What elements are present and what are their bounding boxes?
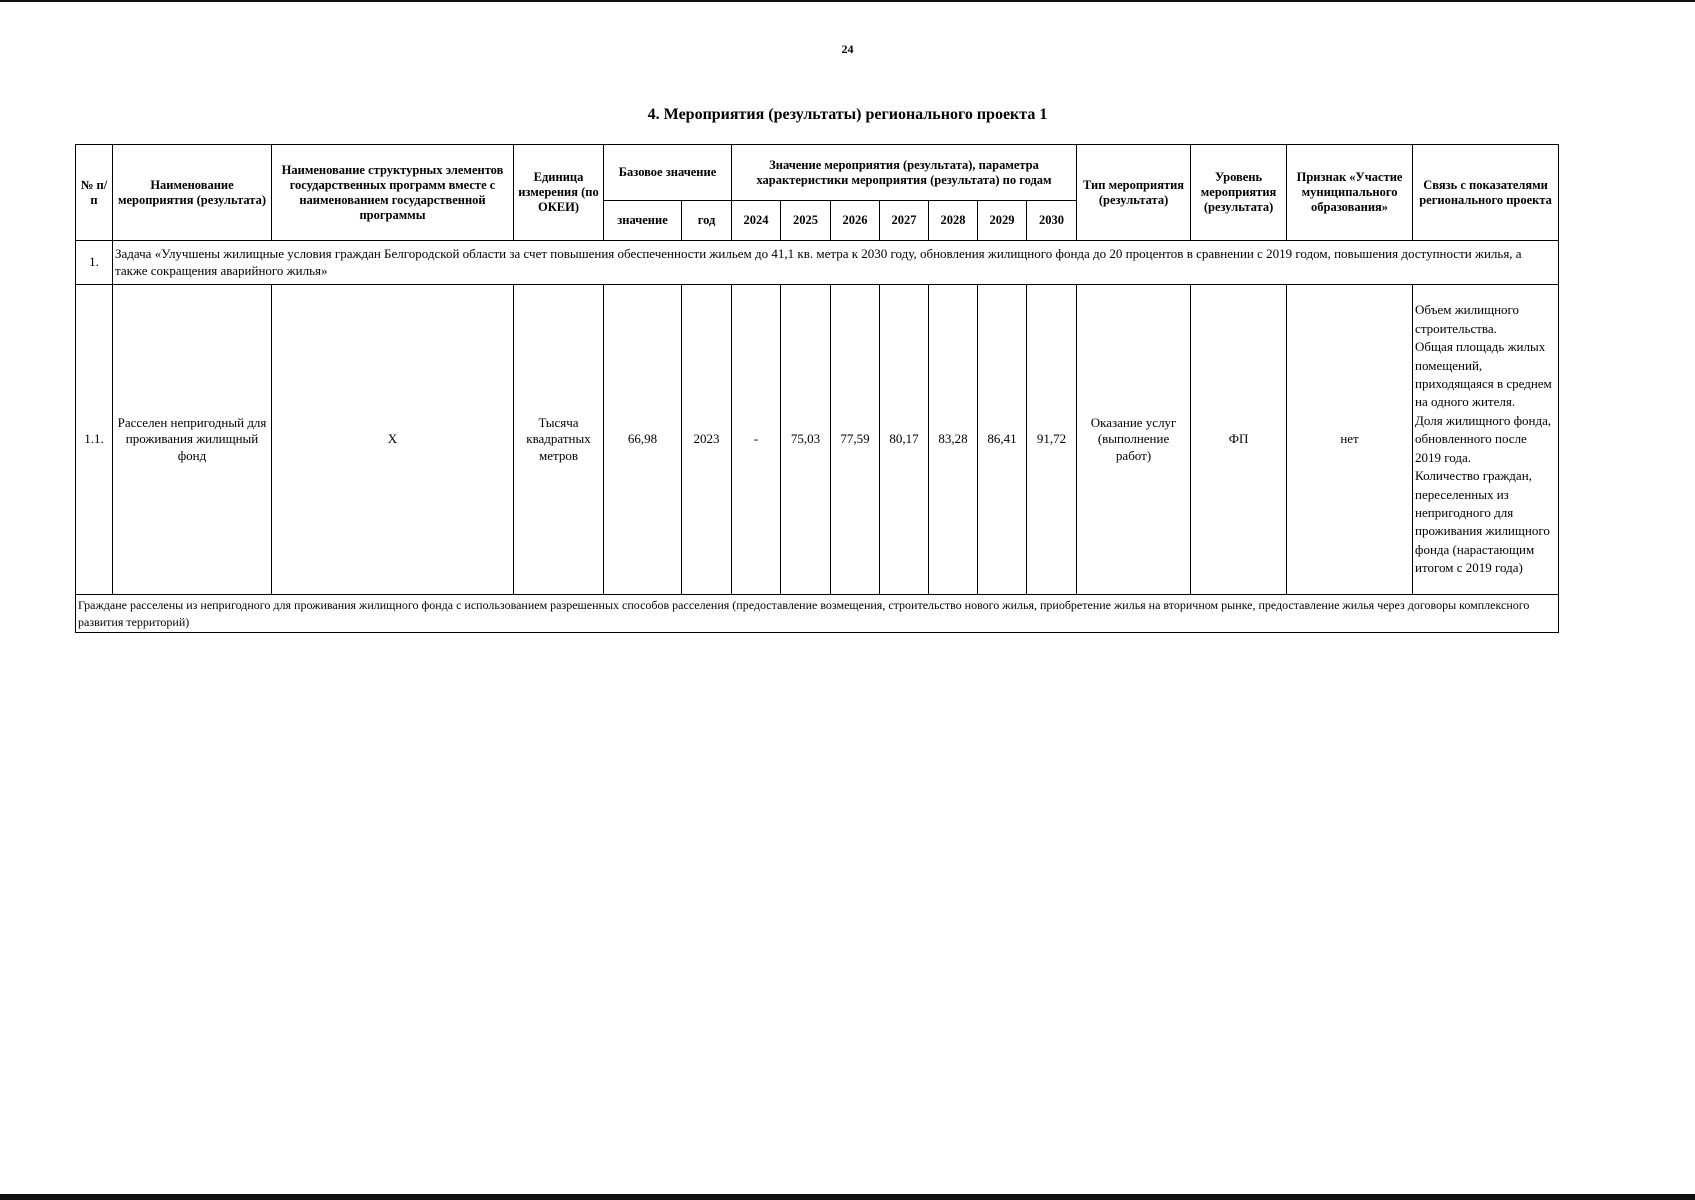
header-base-year: год [682,201,732,241]
measures-table [75,144,1559,633]
top-border-line [0,0,1695,2]
link-item: Доля жилищного фонда, обновленного после 2019 года. [1415,412,1552,465]
header-year-2027: 2027 [880,201,929,241]
footer-row [76,595,1559,633]
header-unit: Единица измерения (по ОКЕИ) [514,145,604,241]
row-value-2028: 83,28 [929,285,978,595]
header-num: № п/п [76,145,113,241]
row-municipal: нет [1287,285,1413,595]
link-item: Общая площадь жилых помещений, приходящаяся в среднем на одного жителя. [1415,339,1552,410]
page-number: 24 [841,42,854,56]
link-item: Количество граждан, переселенных из непригодного для проживания жилищного фонда (нарастающим итогом с 2019 года) [1415,468,1550,576]
bottom-border-bar [0,1194,1695,1200]
header-links: Связь с показателями регионального проекта [1413,145,1559,241]
footer-text: Граждане расселены из непригодного для проживания жилищного фонда с использованием разрешенных способов расселения (предоставление возмещения, строительство нового жилья, приобретение жилья на вторичном рынке, предоставление жилья через договоры комплексного развития территорий) [76,595,1559,633]
row-base-year: 2023 [682,285,732,595]
header-base: Базовое значение [604,145,732,201]
row-value-2030: 91,72 [1027,285,1077,595]
header-year-2025: 2025 [781,201,831,241]
section-title: 4. Мероприятия (результаты) регионального проекта 1 [647,106,1048,123]
row-structural: X [272,285,514,595]
row-unit: Тысяча квадратных метров [514,285,604,595]
header-municipal: Признак «Участие муниципального образования» [1287,145,1413,241]
row-value-2024: - [732,285,781,595]
row-num: 1.1. [76,285,113,595]
header-name: Наименование мероприятия (результата) [113,145,272,241]
header-type: Тип мероприятия (результата) [1077,145,1191,241]
table-row [76,285,1559,595]
link-item: Объем жилищного строительства. [1415,302,1520,336]
row-base-value: 66,98 [604,285,682,595]
header-year-2030: 2030 [1027,201,1077,241]
row-links [1413,285,1559,595]
row-level: ФП [1191,285,1287,595]
header-level: Уровень мероприятия (результата) [1191,145,1287,241]
row-value-2025: 75,03 [781,285,831,595]
row-type: Оказание услуг (выполнение работ) [1077,285,1191,595]
row-name: Расселен непригодный для проживания жилищный фонд [113,285,272,595]
header-year-2026: 2026 [831,201,880,241]
header-structural: Наименование структурных элементов государственных программ вместе с наименованием государственной программы [272,145,514,241]
header-year-2028: 2028 [929,201,978,241]
header-years-group: Значение мероприятия (результата), параметра характеристики мероприятия (результата) по годам [732,145,1077,201]
task-num: 1. [76,241,113,285]
row-value-2027: 80,17 [880,285,929,595]
header-year-2024: 2024 [732,201,781,241]
row-value-2026: 77,59 [831,285,880,595]
header-year-2029: 2029 [978,201,1027,241]
task-text: Задача «Улучшены жилищные условия граждан Белгородской области за счет повышения обеспеченности жильем до 41,1 кв. метра к 2030 году, обновления жилищного фонда до 20 процентов в сравнении с 2019 годом, повышения доступности жилья, а также сокращения аварийного жилья» [113,241,1559,285]
row-value-2029: 86,41 [978,285,1027,595]
header-base-value: значение [604,201,682,241]
task-row [76,241,1559,285]
